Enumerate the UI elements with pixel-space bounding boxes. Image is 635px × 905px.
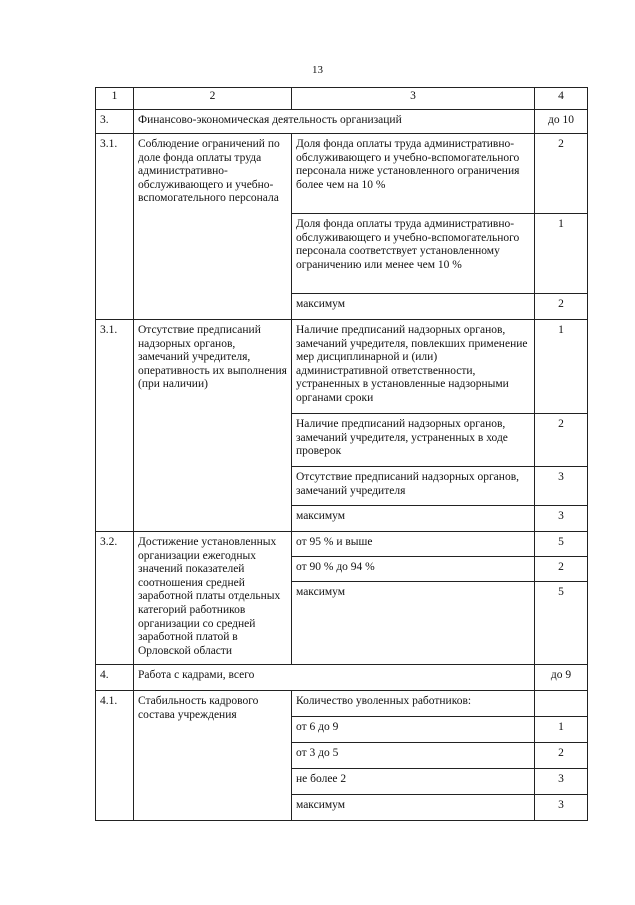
section-number: 3. [96, 110, 134, 134]
indicator-text: от 95 % и выше [292, 532, 535, 557]
section-points: до 9 [535, 665, 588, 691]
indicator-points: 1 [535, 717, 588, 743]
indicator-points: 1 [535, 214, 588, 294]
page-number: 13 [312, 64, 323, 76]
indicator-points: 2 [535, 557, 588, 582]
indicator-text: максимум [292, 506, 535, 532]
indicator-text: не более 2 [292, 769, 535, 795]
section-title: Работа с кадрами, всего [134, 665, 535, 691]
item-criterion: Достижение установленных организации ежегодных значений показателей соотношения средней заработной платы отдельных категорий работников организации со средней заработной платой в Орловской области [134, 532, 292, 665]
indicator-points: 3 [535, 506, 588, 532]
indicator-text: Доля фонда оплаты труда административно-обслуживающего и учебно-вспомогательного персонала соответствует установленному ограничению или менее чем 10 % [292, 214, 535, 294]
table-row [96, 134, 588, 214]
section-title: Финансово-экономическая деятельность организаций [134, 110, 535, 134]
item-criterion: Стабильность кадрового состава учреждения [134, 691, 292, 821]
header-cell: 3 [292, 88, 535, 110]
indicator-text: максимум [292, 294, 535, 320]
indicator-text: максимум [292, 582, 535, 665]
indicator-points: 2 [535, 294, 588, 320]
indicator-text: Количество уволенных работников: [292, 691, 535, 717]
table-row [96, 532, 588, 557]
section-points: до 10 [535, 110, 588, 134]
indicator-text: Наличие предписаний надзорных органов, замечаний учредителя, устраненных в ходе проверок [292, 414, 535, 467]
header-cell: 1 [96, 88, 134, 110]
table-row [96, 320, 588, 414]
indicator-points: 3 [535, 467, 588, 506]
section-number: 4. [96, 665, 134, 691]
item-number: 3.2. [96, 532, 134, 665]
indicator-points: 5 [535, 532, 588, 557]
item-number: 3.1. [96, 320, 134, 532]
item-criterion: Отсутствие предписаний надзорных органов, замечаний учредителя, оперативность их выполнения (при наличии) [134, 320, 292, 532]
indicator-text: Отсутствие предписаний надзорных органов, замечаний учредителя [292, 467, 535, 506]
indicator-text: Доля фонда оплаты труда административно-обслуживающего и учебно-вспомогательного персонала ниже установленного ограничения более чем на 10 % [292, 134, 535, 214]
indicator-points: 2 [535, 414, 588, 467]
indicator-points [535, 691, 588, 717]
indicator-points: 5 [535, 582, 588, 665]
section-row [96, 110, 588, 134]
indicator-points: 1 [535, 320, 588, 414]
header-cell: 4 [535, 88, 588, 110]
criteria-table [95, 87, 588, 821]
header-cell: 2 [134, 88, 292, 110]
section-row [96, 665, 588, 691]
item-number: 4.1. [96, 691, 134, 821]
indicator-points: 3 [535, 795, 588, 821]
indicator-text: от 3 до 5 [292, 743, 535, 769]
item-number: 3.1. [96, 134, 134, 320]
header-row [96, 88, 588, 110]
indicator-text: от 90 % до 94 % [292, 557, 535, 582]
indicator-text: максимум [292, 795, 535, 821]
indicator-points: 2 [535, 134, 588, 214]
indicator-text: Наличие предписаний надзорных органов, замечаний учредителя, повлекших применение мер дисциплинарной и (или) административной ответственности, устраненных в установленные надзорными органами сроки [292, 320, 535, 414]
table-row [96, 691, 588, 717]
indicator-text: от 6 до 9 [292, 717, 535, 743]
indicator-points: 2 [535, 743, 588, 769]
item-criterion: Соблюдение ограничений по доле фонда оплаты труда административно-обслуживающего и учебно-вспомогательного персонала [134, 134, 292, 320]
indicator-points: 3 [535, 769, 588, 795]
